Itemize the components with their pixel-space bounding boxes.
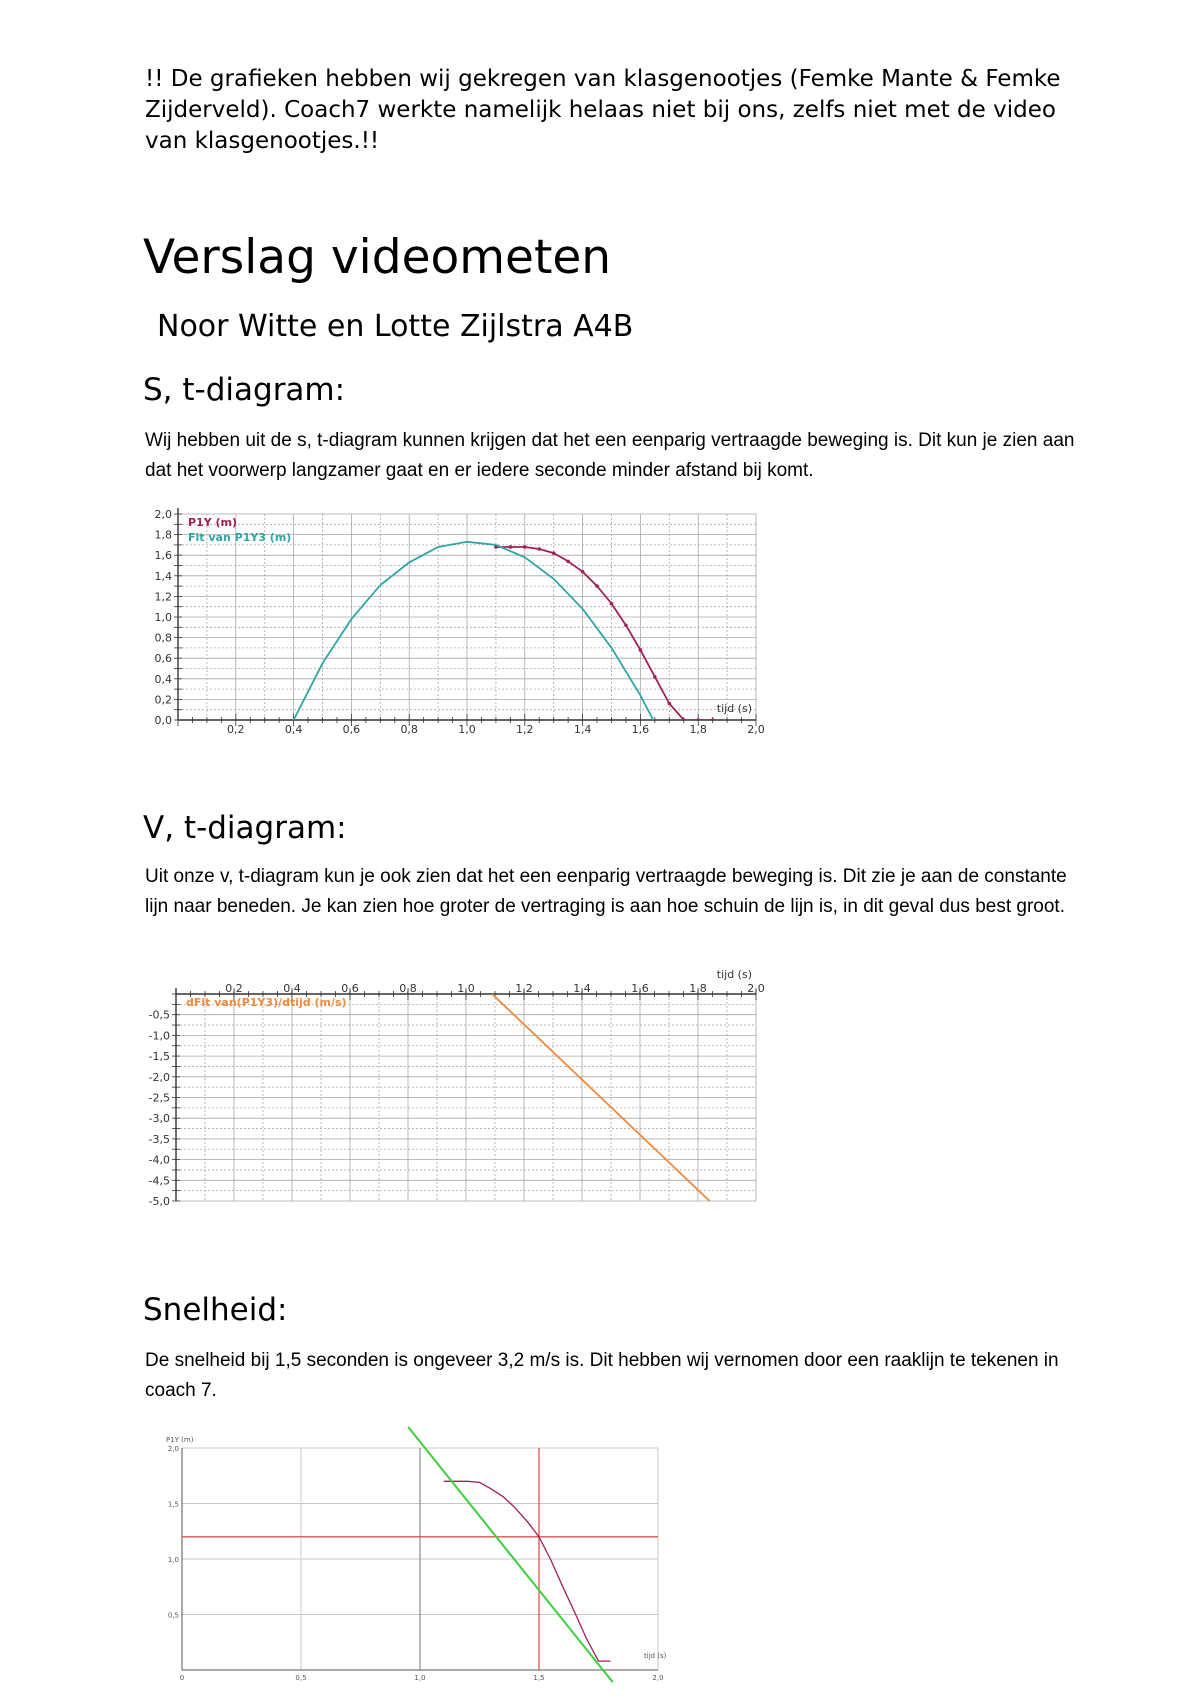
x-tick-label: 1,5 <box>533 1674 545 1682</box>
x-tick-label: 1,8 <box>689 723 707 736</box>
data-point <box>653 675 657 679</box>
x-tick-label: 0,8 <box>399 982 417 995</box>
y-tick-label: -1,5 <box>148 1050 170 1064</box>
data-point <box>523 545 527 549</box>
x-tick-label: 1,6 <box>631 723 650 736</box>
x-axis-label: tijd (s) <box>716 702 752 715</box>
y-tick-label: 2,0 <box>167 1445 179 1453</box>
data-point <box>639 648 643 652</box>
data-point <box>581 570 585 574</box>
legend-entry: dFit van(P1Y3)/dtijd (m/s) <box>186 996 347 1009</box>
speed-chart-svg <box>150 1420 670 1696</box>
x-tick-label: 2,0 <box>747 982 765 995</box>
x-tick-label: 1,4 <box>573 982 591 995</box>
x-tick-label: 0,8 <box>400 723 418 736</box>
x-tick-label: 2,0 <box>747 723 765 736</box>
y-tick-label: -2,0 <box>148 1070 170 1084</box>
x-tick-label: 1,6 <box>631 982 649 995</box>
data-point <box>566 560 570 564</box>
x-axis-label: tijd (s) <box>716 970 752 981</box>
data-point <box>624 623 628 627</box>
st-chart-svg <box>140 500 770 740</box>
y-tick-label: -5,0 <box>148 1195 170 1208</box>
y-tick-label: -3,0 <box>148 1112 170 1126</box>
notice-paragraph: !! De grafieken hebben wij gekregen van klasgenootjes (Femke Mante & Femke Zijderveld). Coach7 werkte namelijk helaas niet bij ons, zelfs niet met de video van klasgenootjes.!! <box>145 66 1061 154</box>
section-text-vt: Uit onze v, t-diagram kun je ook zien dat het een eenparig vertraagde beweging is. Dit zie je aan de constante lijn naar beneden. Je kan zien hoe groter de vertraging is aan hoe schuin de lijn is, in dit geval dus best groot. <box>145 866 1067 917</box>
data-point <box>509 545 513 549</box>
x-tick-label: 0 <box>179 1674 185 1682</box>
x-tick-label: 0,5 <box>295 1674 307 1682</box>
data-point <box>537 547 541 551</box>
speed-chart <box>150 1420 670 1696</box>
y-tick-label: 1,0 <box>167 1556 179 1564</box>
document-title: Verslag videometen <box>143 230 612 285</box>
legend-entry: P1Y (m) <box>188 516 238 529</box>
authors-line: Noor Witte en Lotte Zijlstra A4B <box>157 309 634 344</box>
y-tick-label: -4,0 <box>148 1153 170 1167</box>
y-tick-label: 1,8 <box>154 528 172 542</box>
x-tick-label: 1,0 <box>458 723 476 736</box>
st-chart <box>140 500 770 740</box>
section-heading-st: S, t-diagram: <box>143 372 346 408</box>
tangent-line <box>408 1427 613 1682</box>
y-tick-label: 1,2 <box>154 590 172 604</box>
x-tick-label: 1,0 <box>457 982 475 995</box>
y-axis-label: P1Y (m) <box>166 1436 194 1444</box>
data-point <box>668 702 672 706</box>
section-text-st: Wij hebben uit de s, t-diagram kunnen krijgen dat het een eenparig vertraagde beweging is. Dit kun je zien aan dat het voorwerp langzamer gaat en er iedere seconde minder afstand bij komt. <box>145 430 1075 481</box>
y-tick-label: -2,5 <box>148 1091 170 1105</box>
series-line-0 <box>444 1481 611 1661</box>
x-tick-label: 0,6 <box>341 982 359 995</box>
data-point <box>595 584 599 588</box>
y-tick-label: -3,5 <box>148 1132 170 1146</box>
y-tick-label: 1,0 <box>154 611 172 624</box>
x-axis-label: tijd (s) <box>644 1652 667 1660</box>
series-line-0 <box>496 547 713 720</box>
section-heading-vt: V, t-diagram: <box>143 810 347 846</box>
vt-chart-svg <box>140 970 770 1210</box>
x-tick-label: 1,8 <box>689 982 707 995</box>
x-tick-label: 0,2 <box>225 982 243 995</box>
y-tick-label: 0,8 <box>154 631 172 645</box>
x-tick-label: 0,2 <box>227 723 245 736</box>
data-point <box>552 551 556 555</box>
vt-chart <box>140 970 770 1210</box>
x-tick-label: 1,2 <box>516 723 534 736</box>
x-tick-label: 0,6 <box>342 723 361 736</box>
section-text-speed: De snelheid bij 1,5 seconden is ongeveer 3,2 m/s is. Dit hebben wij vernomen door een raaklijn te tekenen in coach 7. <box>145 1350 1059 1401</box>
y-tick-label: 0,4 <box>154 672 172 686</box>
y-tick-label: 2,0 <box>154 508 172 521</box>
y-tick-label: -0,5 <box>148 1008 170 1022</box>
x-tick-label: 0,4 <box>284 723 303 736</box>
y-tick-label: -1,0 <box>148 1029 170 1043</box>
y-tick-label: 0,6 <box>154 652 172 666</box>
legend-entry: Fit van P1Y3 (m) <box>188 531 292 544</box>
x-tick-label: 0,4 <box>283 982 301 995</box>
section-heading-speed: Snelheid: <box>143 1292 288 1328</box>
y-tick-label: 1,4 <box>154 569 172 583</box>
x-tick-label: 1,4 <box>573 723 592 736</box>
y-tick-label: 1,5 <box>167 1500 179 1509</box>
data-point <box>610 602 614 606</box>
x-tick-label: 1,2 <box>515 982 533 995</box>
x-tick-label: 1,0 <box>414 1674 426 1682</box>
y-tick-label: 0,5 <box>167 1611 179 1620</box>
y-tick-label: 1,6 <box>154 549 172 563</box>
x-tick-label: 2,0 <box>652 1674 664 1682</box>
y-tick-label: 0,0 <box>154 714 172 727</box>
y-tick-label: 0,2 <box>154 693 172 707</box>
y-tick-label: -4,5 <box>148 1174 170 1188</box>
